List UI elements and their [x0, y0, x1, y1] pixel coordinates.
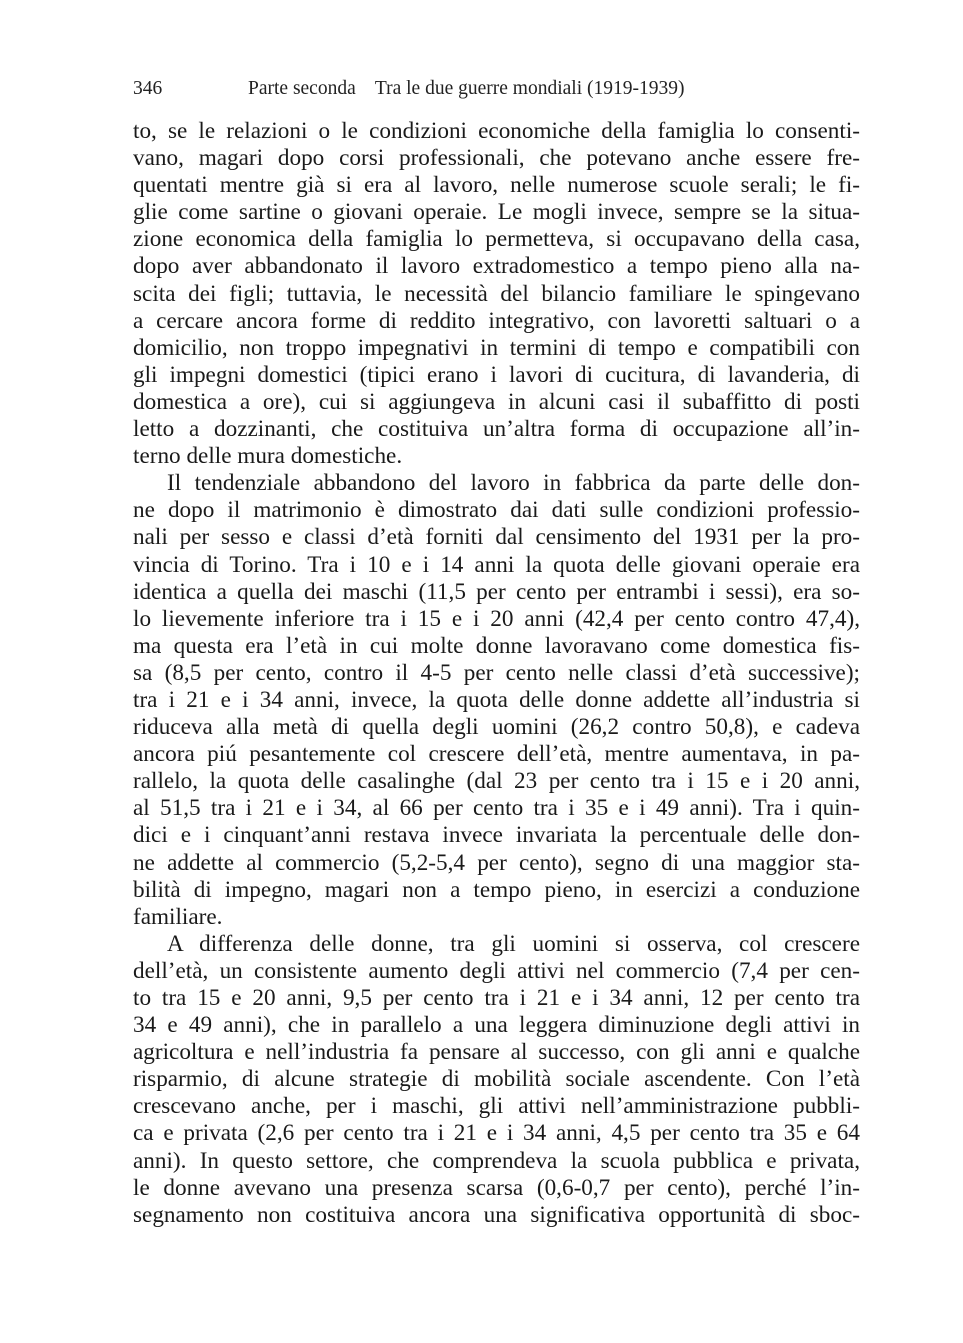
text-line: segnamento non costituiva ancora una significativa opportunità di sboc- — [133, 1201, 860, 1228]
text-line: familiare. — [133, 903, 223, 930]
running-title: Parte seconda Tra le due guerre mondiali (1919-1939) — [248, 78, 685, 99]
text-line: riduceva alla metà di quella degli uomini (26,2 contro 50,8), e cadeva — [133, 714, 860, 741]
text-line: vano, magari dopo corsi professionali, che potevano anche essere fre- — [133, 145, 860, 172]
text-line: gli impegni domestici (tipici erano i lavori di cucitura, di lavanderia, di — [133, 361, 860, 388]
text-line: zione economica della famiglia lo permetteva, si occupavano della casa, — [133, 226, 860, 253]
text-line: anni). In questo settore, che comprendeva la scuola pubblica e privata, — [133, 1147, 860, 1174]
text-line: ne dopo il matrimonio è dimostrato dai dati sulle condizioni professio- — [133, 497, 860, 524]
text-line: 34 e 49 anni), che in parallelo a una leggera diminuzione degli attivi in — [133, 1012, 860, 1039]
text-line: agricoltura e nell’industria fa pensare al successo, con gli anni e qualche — [133, 1039, 860, 1066]
page-number: 346 — [133, 78, 163, 99]
text-line: letto a dozzinanti, che costituiva un’altra forma di occupazione all’in- — [133, 416, 860, 443]
text-line: A differenza delle donne, tra gli uomini si osserva, col crescere — [167, 930, 860, 957]
text-line: domestica a ore), cui si aggiungeva in alcuni casi il subaffitto di posti — [133, 388, 860, 415]
text-line: ne addette al commercio (5,2-5,4 per cento), segno di una maggior sta- — [133, 849, 860, 876]
text-line: dici e i cinquant’anni restava invece invariata la percentuale delle don- — [133, 822, 860, 849]
text-line: identica a quella dei maschi (11,5 per cento per entrambi i sessi), era so- — [133, 578, 860, 605]
text-line: bilità di impegno, magari non a tempo pieno, in esercizi a conduzione — [133, 876, 860, 903]
text-line: domicilio, non troppo impegnativi in termini di tempo e compatibili con — [133, 334, 860, 361]
paragraph — [133, 470, 860, 931]
text-line: vincia di Torino. Tra i 10 e i 14 anni la quota delle giovani operaie era — [133, 551, 860, 578]
text-line: a cercare ancora forme di reddito integrativo, con lavoretti saltuari o a — [133, 307, 860, 334]
text-line: dell’età, un consistente aumento degli attivi nel commercio (7,4 per cen- — [133, 957, 860, 984]
text-line: terno delle mura domestiche. — [133, 443, 403, 470]
text-line: to tra 15 e 20 anni, 9,5 per cento tra i 21 e i 34 anni, 12 per cento tra — [133, 985, 860, 1011]
text-line: sa (8,5 per cento, contro il 4-5 per cento nelle classi d’età successive); — [133, 659, 860, 686]
text-line: quentati mentre già si era al lavoro, nelle numerose scuole serali; le fi- — [133, 172, 860, 199]
running-header — [133, 76, 860, 102]
body-text — [133, 118, 860, 1229]
text-line: le donne avevano una presenza scarsa (0,6-0,7 per cento), perché l’in- — [133, 1174, 860, 1201]
text-line: dopo aver abbandonato il lavoro extradomestico a tempo pieno alla na- — [133, 253, 860, 280]
text-line: scita dei figli; tuttavia, le necessità del bilancio familiare le spingevano — [133, 280, 860, 307]
paragraph — [133, 118, 860, 470]
text-line: Il tendenziale abbandono del lavoro in fabbrica da parte delle don- — [167, 470, 860, 497]
text-line: risparmio, di alcune strategie di mobilità sociale ascendente. Con l’età — [133, 1066, 860, 1093]
text-line: ma questa era l’età in cui molte donne lavoravano come domestica fis- — [133, 632, 860, 659]
text-line: glie come sartine o giovani operaie. Le mogli invece, sempre se la situa- — [133, 199, 860, 226]
paragraph — [133, 931, 860, 1229]
text-line: al 51,5 tra i 21 e i 34, al 66 per cento tra i 35 e i 49 anni). Tra i quin- — [133, 795, 860, 822]
text-line: tra i 21 e i 34 anni, invece, la quota delle donne addette all’industria si — [133, 686, 860, 713]
text-line: lo lievemente inferiore tra i 15 e i 20 anni (42,4 per cento contro 47,4), — [133, 605, 860, 632]
text-line: crescevano anche, per i maschi, gli attivi nell’amministrazione pubbli- — [133, 1093, 860, 1120]
text-line: to, se le relazioni o le condizioni economiche della famiglia lo consenti- — [133, 118, 860, 144]
text-line: rallelo, la quota delle casalinghe (dal 23 per cento tra i 15 e i 20 anni, — [133, 768, 860, 795]
text-line: ca e privata (2,6 per cento tra i 21 e i 34 anni, 4,5 per cento tra 35 e 64 — [133, 1120, 860, 1147]
text-line: ancora piú pesantemente col crescere dell’età, mentre aumentava, in pa- — [133, 741, 860, 768]
text-line: nali per sesso e classi d’età forniti dal censimento del 1931 per la pro- — [133, 524, 860, 551]
